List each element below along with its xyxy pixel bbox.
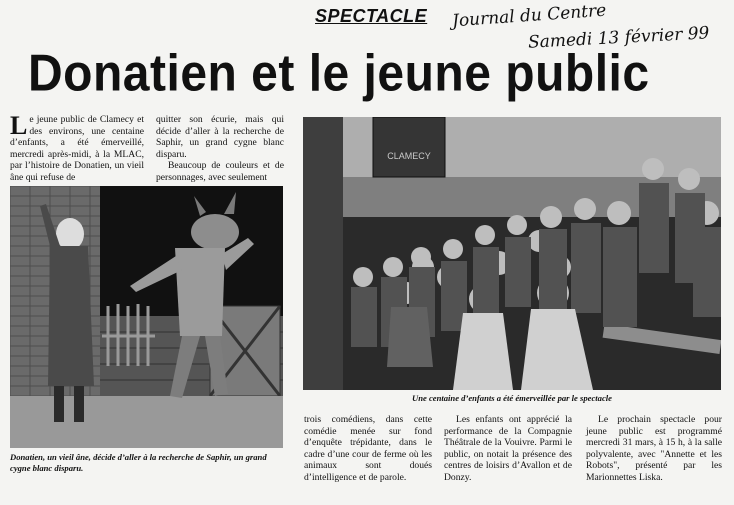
column-2-paragraph-2: Beaucoup de couleurs et de personnages, avec seulement [156,160,284,183]
children-audience-photo [303,117,721,390]
article-column-2 [156,114,284,184]
column-5-text: Le prochain spectacle pour jeune public est programmé mercredi 31 mars, à 15 h, à la salle polyvalente, avec "Annette et les Robots", présenté par les Marionnettes Liska. [586,414,722,483]
poster-text: CLAMECY [387,151,431,161]
article-column-1 [10,111,144,184]
column-4-text: Les enfants ont apprécié la performance de la Compagnie Théâtrale de la Vouivre. Parmi le public, on notait la présence des centres de loisirs d’Avallon et de Donzy. [444,414,572,483]
column-3-text: trois comédiens, dans cette comédie menée sur fond d’enquête trépidante, dans le cadre d’une cour de ferme où les animaux sont doués d’intelligence et de parole. [304,414,432,483]
left-photo-caption: Donatien, un vieil âne, décide d’aller à la recherche de Saphir, un grand cygne blanc disparu. [10,452,267,473]
article-headline: Donatien et le jeune public [28,45,650,103]
stage-scene-illustration [10,186,283,448]
column-2-paragraph-1: quitter son écurie, mais qui décide d’aller à la recherche de Saphir, un grand cygne blanc disparu. [156,114,284,160]
handwritten-source-note: Journal du Centre [451,0,607,32]
article-column-5 [586,414,722,484]
column-1-text: e jeune public de Clamecy et des environs, une centaine d’enfants, a été émerveillé, mercredi après-midi, à la MLAC, par l’histoire de Donatien, un vieil âne qui refuse de [10,114,144,183]
audience-scene-illustration [303,117,721,390]
article-column-4 [444,414,572,484]
stage-performance-photo [10,186,283,448]
right-photo-caption: Une centaine d’enfants a été émerveillée par le spectacle [412,393,612,403]
drop-cap: L [10,111,28,140]
handwritten-date-note: Samedi 13 février 99 [527,23,710,53]
section-kicker: SPECTACLE [315,6,428,26]
article-column-3 [304,414,432,484]
